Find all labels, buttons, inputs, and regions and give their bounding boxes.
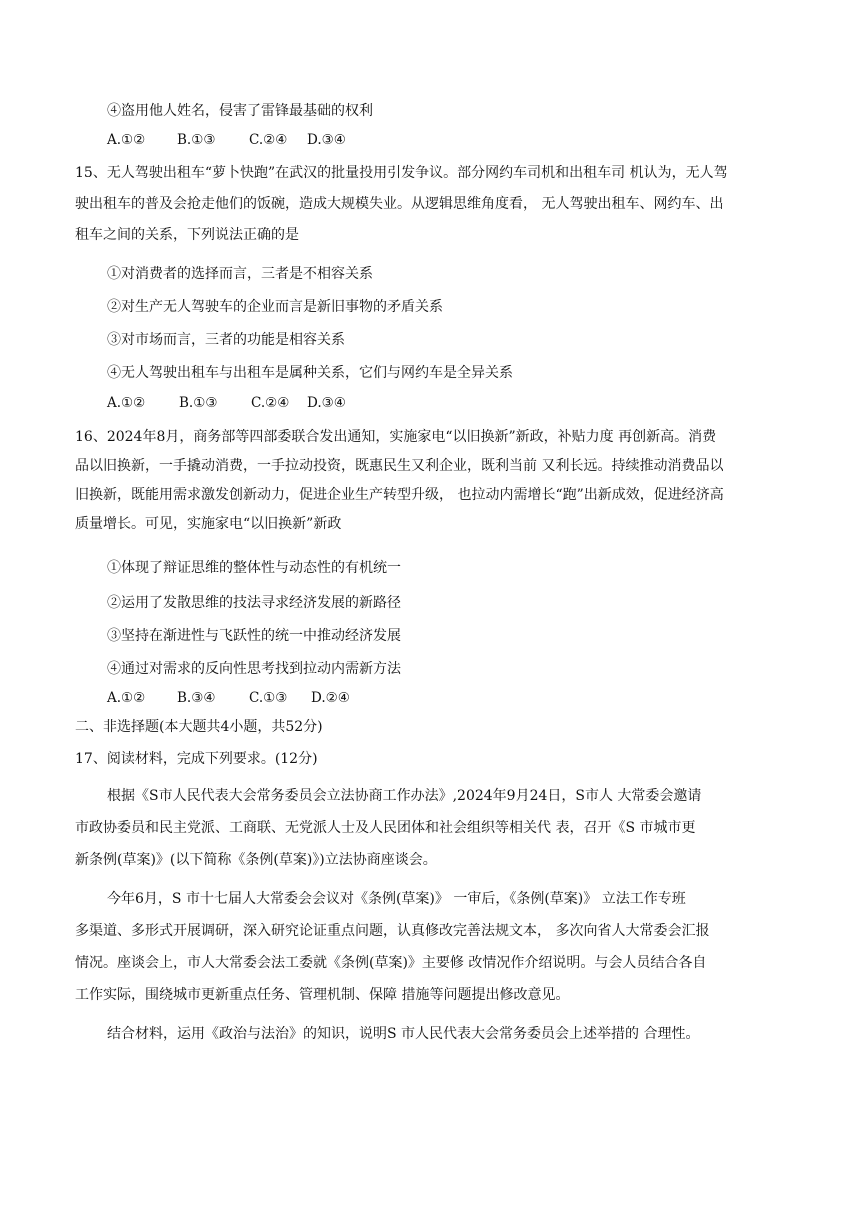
q15-stem-line: 租车之间的关系，下列说法正确的是 [75,227,299,243]
q17-prompt: 结合材料，运用《政治与法治》的知识，说明S 市人民代表大会常务委员会上述举措的 合理性。 [107,1026,700,1042]
q17-material-line: 新条例(草案)》(以下简称《条例(草案)》)立法协商座谈会。 [75,852,437,868]
q15-option-a: A.①② [107,395,146,411]
q17-material-line: 市政协委员和民主党派、工商联、无党派人士及人民团体和社会组织等相关代 表，召开《S 市城市更 [75,820,696,836]
q16-option-a: A.①② [107,690,146,706]
q15-options [107,393,346,413]
q15-option-d: D.③④ [307,395,346,411]
q15-option-c: C.②④ [251,395,290,411]
q16-option-b: B.③④ [177,690,216,706]
q17-material-line: 工作实际，围绕城市更新重点任务、管理机制、保障 措施等问题提出修改意见。 [75,987,570,1003]
q16-item-1: ①体现了辩证思维的整体性与动态性的有机统一 [107,560,401,576]
q17-material-line: 情况。座谈会上，市人大常委会法工委就《条例(草案)》主要修 改情况作介绍说明。与会人员结合各自 [75,955,707,971]
q16-item-3: ③坚持在渐进性与飞跃性的统一中推动经济发展 [107,628,401,644]
section-heading: 二、非选择题(本大题共4小题，共52分) [75,719,323,735]
q16-stem-line: 品以旧换新，一手撬动消费，一手拉动投资，既惠民生又利企业，既利当前 又利长远。持续推动消费品以 [75,458,724,474]
q16-item-4: ④通过对需求的反向性思考找到拉动内需新方法 [107,661,401,677]
q15-option-b: B.①③ [179,395,218,411]
q14-option-b: B.①③ [177,132,216,148]
q14-option-a: A.①② [107,132,146,148]
q14-option-d: D.③④ [307,132,346,148]
q17-material-line: 多渠道、多形式开展调研，深入研究论证重点问题，认真修改完善法规文本， 多次向省人大常委会汇报 [75,923,710,939]
q17-title: 17、阅读材料，完成下列要求。(12分) [75,751,318,767]
q15-item-1: ①对消费者的选择而言，三者是不相容关系 [107,266,373,282]
q16-option-d: D.②④ [311,690,350,706]
q16-stem-line: 旧换新，既能用需求激发创新动力，促进企业生产转型升级， 也拉动内需增长“跑”出新成效，促进经济高 [75,487,724,503]
q16-stem-line: 质量增长。可见，实施家电“以旧换新”新政 [75,516,342,532]
q16-option-c: C.①③ [249,690,288,706]
q15-stem-line: 驶出租车的普及会抢走他们的饭碗，造成大规模失业。从逻辑思维角度看， 无人驾驶出租车、网约车、出 [75,196,724,212]
q14-option-c: C.②④ [249,132,288,148]
q15-item-2: ②对生产无人驾驶车的企业而言是新旧事物的矛盾关系 [107,299,443,315]
q14-options [107,130,346,150]
q16-options [107,688,350,708]
q15-item-4: ④无人驾驶出租车与出租车是属种关系，它们与网约车是全异关系 [107,365,513,381]
q16-stem-line: 16、2024年8月，商务部等四部委联合发出通知，实施家电“以旧换新”新政，补贴力度 再创新高。消费 [75,429,717,445]
q15-stem-line: 15、无人驾驶出租车“萝卜快跑”在武汉的批量投用引发争议。部分网约车司机和出租车司 机认为，无人驾 [75,165,728,181]
q17-material-line: 根据《S市人民代表大会常务委员会立法协商工作办法》,2024年9月24日，S市人 大常委会邀请 [107,788,702,804]
q15-item-3: ③对市场而言，三者的功能是相容关系 [107,332,345,348]
q16-item-2: ②运用了发散思维的技法寻求经济发展的新路径 [107,595,401,611]
q14-item-4: ④盗用他人姓名，侵害了雷锋最基础的权利 [107,103,373,119]
q17-material-line: 今年6月，S 市十七届人大常委会会议对《条例(草案)》 一审后，《条例(草案)》 立法工作专班 [107,891,686,907]
